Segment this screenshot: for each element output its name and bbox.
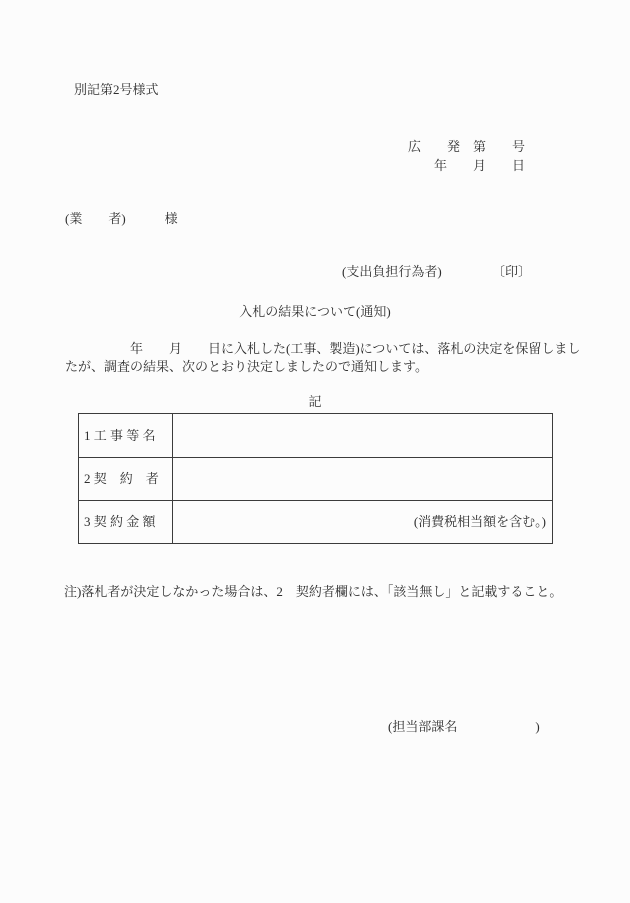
row-value-contract-amount: (消費税相当額を含む。)	[173, 500, 552, 543]
doc-number-block	[408, 137, 525, 175]
body-line-1: 年 月 日に入札した(工事、製造)については、落札の決定を保留しまし	[65, 341, 581, 356]
addressee-line: (業 者) 様	[65, 211, 178, 226]
row-label-contract-amount: 3 契 約 金 額	[79, 500, 173, 543]
row-label-construction-name: 1 工 事 等 名	[79, 414, 173, 457]
note-line: 注)落札者が決定しなかった場合は、2 契約者欄には、「該当無し」と記載すること。	[64, 584, 563, 599]
document-title: 入札の結果について(通知)	[239, 304, 391, 319]
row-label-contractor: 2 契 約 者	[79, 457, 173, 500]
issuer-label: (支出負担行為者)	[342, 264, 442, 279]
row-value-contractor	[173, 457, 552, 500]
body-paragraph	[65, 340, 581, 376]
ki-marker: 記	[308, 394, 322, 409]
doc-number-line: 広 発 第 号	[407, 139, 525, 154]
department-line: (担当部課名 )	[388, 719, 540, 734]
doc-date-line: 年 月 日	[433, 158, 525, 173]
row-value-construction-name	[173, 414, 552, 457]
seal-mark: 〔印〕	[492, 264, 532, 279]
form-code-label: 別記第2号様式	[74, 82, 159, 97]
body-line-2: たが、調査の結果、次のとおり決定しましたので通知します。	[65, 359, 428, 374]
result-table	[78, 413, 553, 544]
